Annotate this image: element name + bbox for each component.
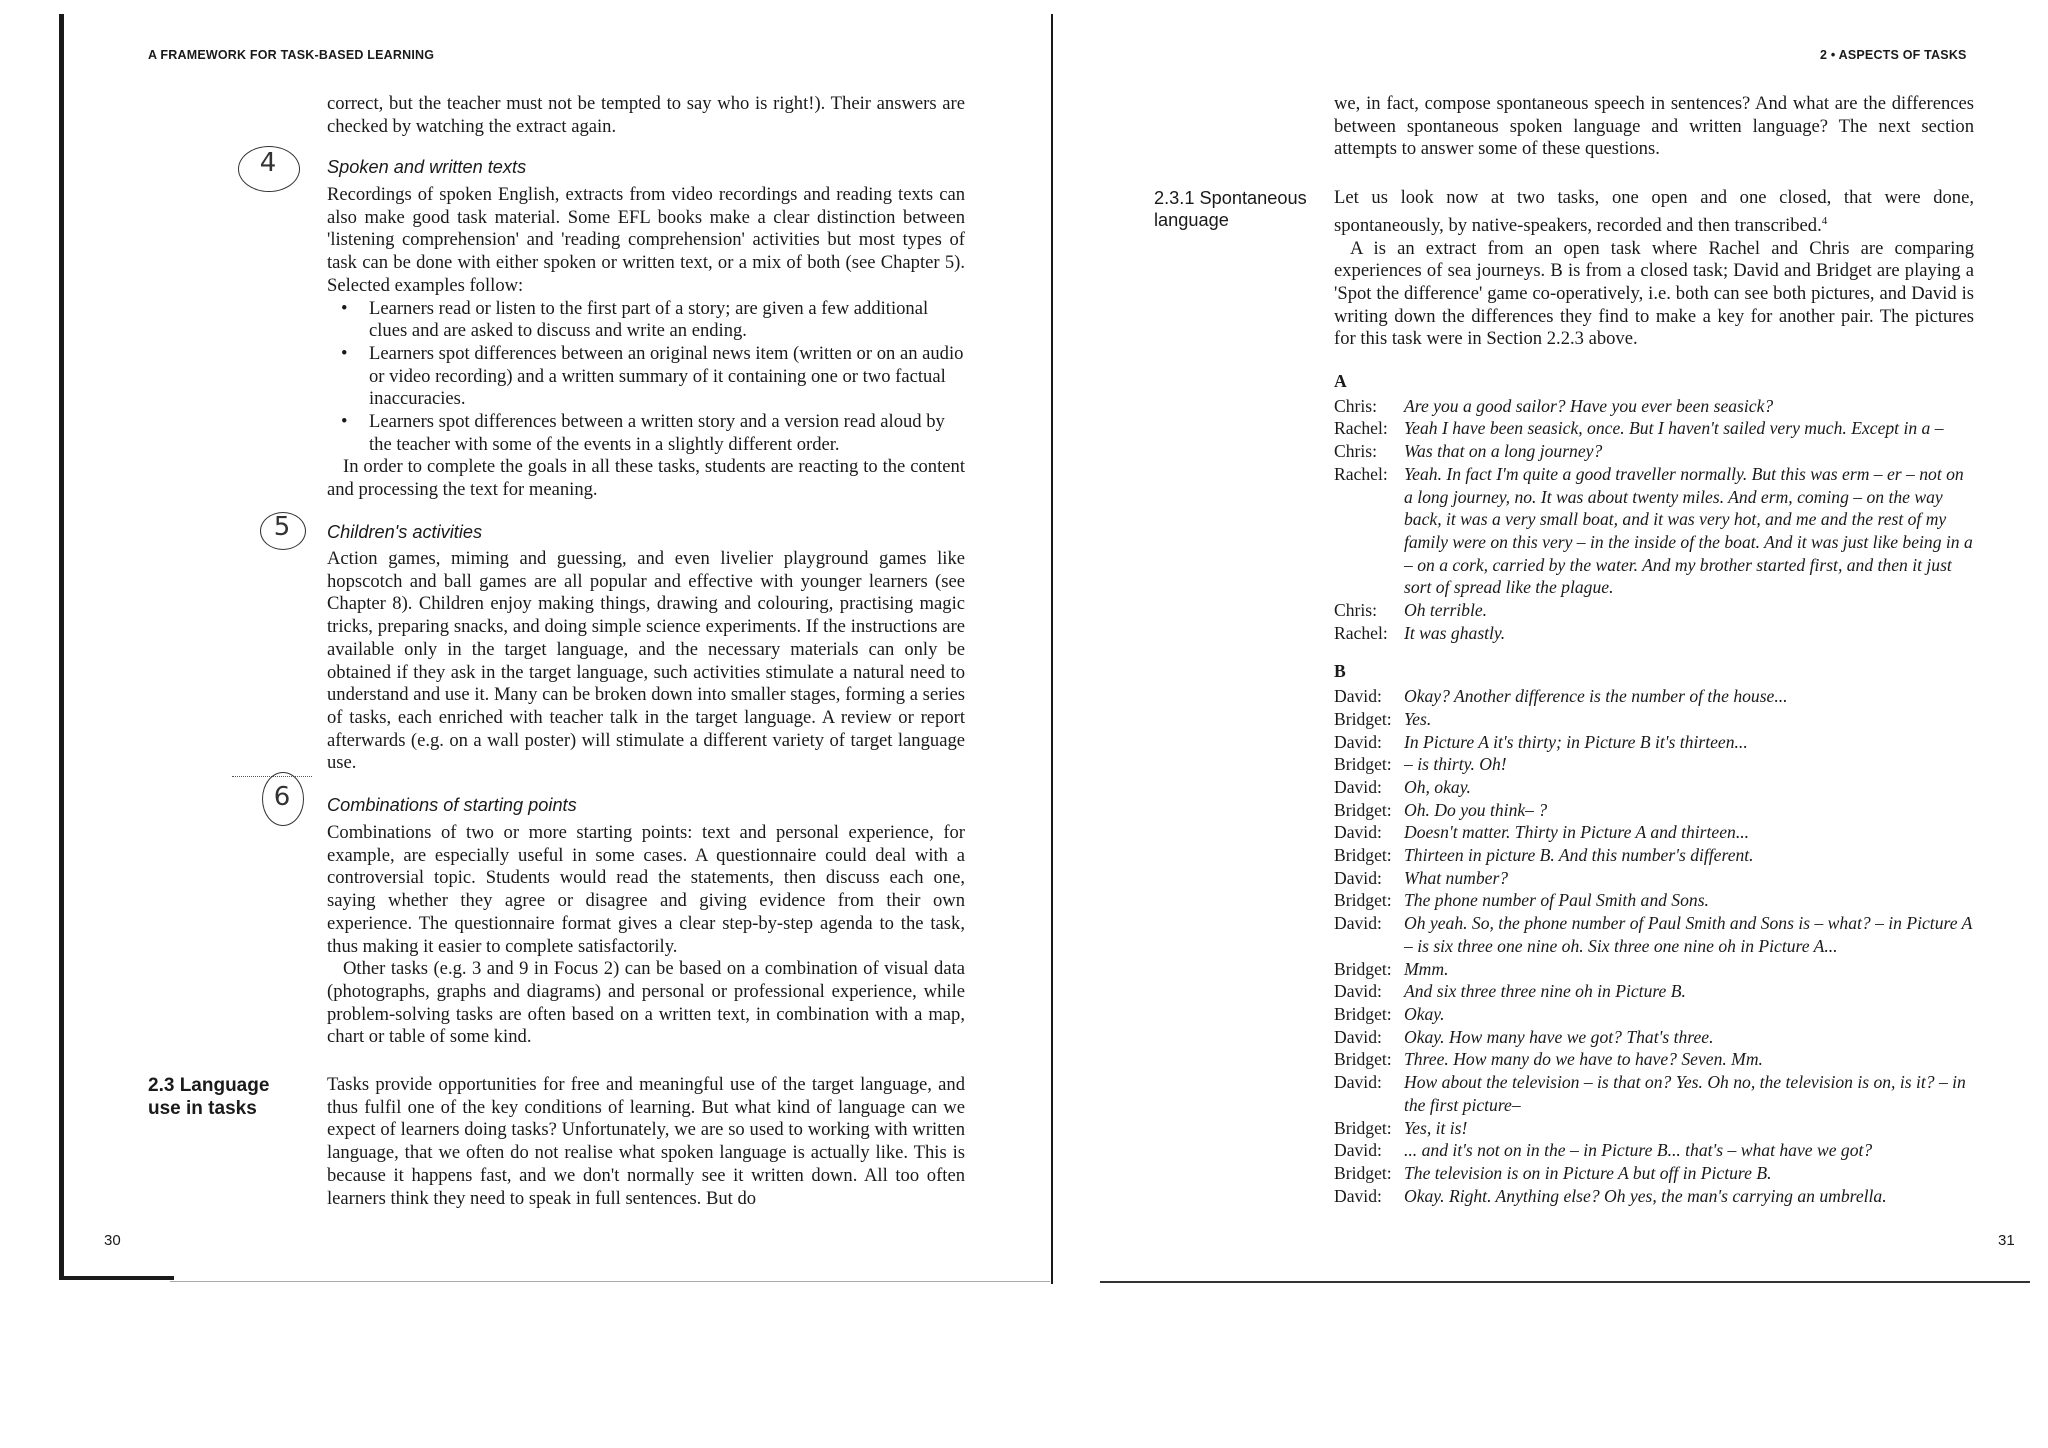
transcript-line bbox=[1334, 912, 1976, 957]
speaker-name: Chris: bbox=[1334, 395, 1378, 416]
bullet-item: • Learners spot differences between a written story and a version read aloud by the teacher with some of the events in a slightly different order. bbox=[327, 411, 965, 456]
transcript-line bbox=[1334, 685, 1976, 708]
right-intro-paragraph: we, in fact, compose spontaneous speech in sentences? And what are the differences between spontaneous spoken language and written language? The next section attempts to answer some of these questions. bbox=[1334, 93, 1974, 160]
speaker-name: David: bbox=[1334, 1026, 1382, 1047]
spoken-written-paragraph: Recordings of spoken English, extracts from video recordings and reading texts can also make good task material. Some EFL books make a clear distinction between 'listening comprehension' and 'reading comprehension' activities but most types of task can be done with either spoken or written text, or a mix of both (see Chapter 5). Selected examples follow: bbox=[327, 184, 965, 296]
utterance-text: How about the television – is that on? Yes. Oh no, the television is on, is it? – in the first picture– bbox=[1404, 1072, 1966, 1115]
section-2-3-1-heading-line-1: 2.3.1 Spontaneous bbox=[1154, 188, 1307, 208]
handwritten-mark-4: 4 bbox=[259, 148, 277, 178]
utterance-text: Mmm. bbox=[1404, 958, 1449, 979]
speaker-name: Bridget: bbox=[1334, 958, 1392, 979]
spoken-written-closing: In order to complete the goals in all these tasks, students are reacting to the content and processing the text for meaning. bbox=[327, 456, 965, 501]
section-2-3-1-paragraph-1 bbox=[1334, 187, 1974, 238]
utterance-text: In Picture A it's thirty; in Picture B it's thirteen... bbox=[1404, 731, 1748, 752]
speaker-name: Bridget: bbox=[1334, 754, 1392, 775]
handwritten-mark-6: 6 bbox=[273, 782, 291, 812]
transcript-line bbox=[1334, 980, 1976, 1003]
speaker-name: David: bbox=[1334, 867, 1382, 888]
speaker-name: David: bbox=[1334, 913, 1382, 934]
transcript-line bbox=[1334, 776, 1976, 799]
combinations-paragraph-2: Other tasks (e.g. 3 and 9 in Focus 2) can be based on a combination of visual data (photographs, graphs and diagrams) and personal or professional experience, while problem-solving tasks are often based on a written text, in combination with a map, chart or table of some kind. bbox=[327, 958, 965, 1048]
transcript-line bbox=[1334, 1139, 1976, 1162]
transcript-line bbox=[1334, 1026, 1976, 1049]
spoken-written-heading: Spoken and written texts bbox=[327, 157, 527, 177]
transcript-line bbox=[1334, 1048, 1976, 1071]
speaker-name: Rachel: bbox=[1334, 463, 1388, 484]
section-2-3-1-heading bbox=[1154, 187, 1307, 231]
utterance-text: And six three three nine oh in Picture B. bbox=[1404, 981, 1686, 1002]
utterance-text: Yes, it is! bbox=[1404, 1117, 1468, 1138]
transcript-line bbox=[1334, 440, 1976, 463]
right-running-head: 2 • ASPECTS OF TASKS bbox=[1820, 48, 1967, 62]
book-gutter bbox=[1051, 14, 1053, 1284]
speaker-name: Bridget: bbox=[1334, 1117, 1392, 1138]
transcript-b-label: B bbox=[1334, 661, 1346, 682]
utterance-text: Okay. bbox=[1404, 1003, 1445, 1024]
transcript-b-lines bbox=[1334, 685, 1976, 1207]
section-2-3-heading bbox=[148, 1074, 269, 1120]
speaker-name: Chris: bbox=[1334, 441, 1378, 462]
utterance-text: – is thirty. Oh! bbox=[1404, 754, 1507, 775]
left-page-edge bbox=[59, 14, 64, 1280]
combinations-paragraph-1: Combinations of two or more starting points: text and personal experience, for example, are especially useful in some cases. A questionnaire could deal with a controversial topic. Students would read the statements, then discuss each one, saying whether they agree or disagree and giving evidence from their own experience. The questionnaire format gives a clear step-by-step agenda to the task, thus making it easier to complete satisfactorily. bbox=[327, 822, 965, 957]
speaker-name: David: bbox=[1334, 731, 1382, 752]
transcript-line bbox=[1334, 1003, 1976, 1026]
utterance-text: Okay? Another difference is the number of the house... bbox=[1404, 686, 1788, 707]
transcript-a-lines bbox=[1334, 395, 1976, 645]
speaker-name: David: bbox=[1334, 686, 1382, 707]
speaker-name: David: bbox=[1334, 1072, 1382, 1093]
speaker-name: Bridget: bbox=[1334, 799, 1392, 820]
transcript-line bbox=[1334, 463, 1976, 599]
utterance-text: Yeah I have been seasick, once. But I haven't sailed very much. Except in a – bbox=[1404, 418, 1944, 439]
utterance-text: Thirteen in picture B. And this number's different. bbox=[1404, 845, 1754, 866]
speaker-name: Bridget: bbox=[1334, 1003, 1392, 1024]
left-page-bottom-edge bbox=[59, 1276, 174, 1280]
transcript-line bbox=[1334, 799, 1976, 822]
section-2-3-1-heading-line-2: language bbox=[1154, 210, 1229, 230]
transcript-a-label: A bbox=[1334, 371, 1347, 391]
combinations-section bbox=[327, 822, 965, 1049]
speaker-name: Rachel: bbox=[1334, 418, 1388, 439]
bullet-item: • Learners spot differences between an original news item (written or on an audio or video recording) and a written summary of it containing one or two factual inaccuracies. bbox=[327, 343, 965, 411]
transcript-line bbox=[1334, 867, 1976, 890]
left-intro-paragraph: correct, but the teacher must not be tempted to say who is right!). Their answers are checked by watching the extract again. bbox=[327, 93, 965, 137]
utterance-text: Are you a good sailor? Have you ever been seasick? bbox=[1404, 395, 1774, 416]
section-2-3-1-body bbox=[1334, 187, 1974, 351]
right-page-number: 31 bbox=[1998, 1232, 2015, 1249]
transcript-line bbox=[1334, 958, 1976, 981]
section-2-3-heading-line-2: use in tasks bbox=[148, 1098, 257, 1119]
utterance-text: Oh. Do you think– ? bbox=[1404, 799, 1548, 820]
utterance-text: Doesn't matter. Thirty in Picture A and thirteen... bbox=[1404, 822, 1750, 843]
transcript-line bbox=[1334, 622, 1976, 645]
handwritten-mark-5: 5 bbox=[273, 512, 291, 542]
utterance-text: Yeah. In fact I'm quite a good traveller normally. But this was erm – er – not on a long journey, no. It was about twenty miles. And erm, coming – on the way back, it was a very small boat, and it was very hot, and me and the rest of my family were on this very – in the inside of the boat. And it was just like being in a – on a cork, carried by the water. And my brother started first, and then it just sort of spread like the plague. bbox=[1404, 463, 1973, 598]
speaker-name: Chris: bbox=[1334, 600, 1378, 621]
transcript-line bbox=[1334, 753, 1976, 776]
section-2-3-paragraph: Tasks provide opportunities for free and meaningful use of the target language, and thus fulfil one of the key conditions of learning. But what kind of language can we expect of learners doing tasks? Unfortunately, we are so used to working with written language, that we often do not realise what spoken language is actually like. This is because it happens fast, and we don't normally see it written down. All too often learners think they need to speak in full sentences. But do bbox=[327, 1074, 965, 1209]
transcript-line bbox=[1334, 1117, 1976, 1140]
bullet-item: • Learners read or listen to the first part of a story; are given a few additional clues and are asked to discuss and write an ending. bbox=[327, 298, 965, 343]
speaker-name: David: bbox=[1334, 822, 1382, 843]
speaker-name: Rachel: bbox=[1334, 622, 1388, 643]
speaker-name: Bridget: bbox=[1334, 1049, 1392, 1070]
utterance-text: Okay. Right. Anything else? Oh yes, the man's carrying an umbrella. bbox=[1404, 1185, 1887, 1206]
utterance-text: Oh, okay. bbox=[1404, 776, 1471, 797]
speaker-name: David: bbox=[1334, 981, 1382, 1002]
utterance-text: The phone number of Paul Smith and Sons. bbox=[1404, 890, 1709, 911]
transcript-line bbox=[1334, 1185, 1976, 1208]
transcript-section bbox=[1334, 370, 1976, 1207]
speaker-name: David: bbox=[1334, 1140, 1382, 1161]
speaker-name: Bridget: bbox=[1334, 890, 1392, 911]
utterance-text: Okay. How many have we got? That's three. bbox=[1404, 1026, 1714, 1047]
left-running-head: A FRAMEWORK FOR TASK-BASED LEARNING bbox=[148, 48, 435, 62]
transcript-line bbox=[1334, 731, 1976, 754]
speaker-name: Bridget: bbox=[1334, 708, 1392, 729]
combinations-heading: Combinations of starting points bbox=[327, 795, 577, 815]
speaker-name: David: bbox=[1334, 776, 1382, 797]
spoken-written-bullets bbox=[327, 298, 965, 457]
utterance-text: What number? bbox=[1404, 867, 1509, 888]
section-2-3-heading-line-1: 2.3 Language bbox=[148, 1075, 270, 1096]
transcript-line bbox=[1334, 844, 1976, 867]
utterance-text: The television is on in Picture A but off in Picture B. bbox=[1404, 1162, 1772, 1183]
utterance-text: Oh yeah. So, the phone number of Paul Smith and Sons is – what? – in Picture A – is six three one nine oh. Six three one nine oh in Picture A... bbox=[1404, 913, 1973, 956]
left-page-bottom-rule bbox=[170, 1281, 1050, 1282]
footnote-mark: 4 bbox=[1821, 214, 1828, 227]
transcript-line bbox=[1334, 889, 1976, 912]
transcript-line bbox=[1334, 821, 1976, 844]
utterance-text: Three. How many do we have to have? Seven. Mm. bbox=[1404, 1049, 1763, 1070]
right-page-bottom-rule bbox=[1100, 1281, 2030, 1283]
spoken-written-section bbox=[327, 184, 965, 502]
utterance-text: ... and it's not on in the – in Picture B... that's – what have we got? bbox=[1404, 1140, 1873, 1161]
transcript-line bbox=[1334, 708, 1976, 731]
transcript-line bbox=[1334, 417, 1976, 440]
transcript-line bbox=[1334, 395, 1976, 418]
utterance-text: Yes. bbox=[1404, 708, 1432, 729]
childrens-paragraph: Action games, miming and guessing, and even livelier playground games like hopscotch and ball games are all popular and effective with younger learners (see Chapter 8). Children enjoy making things, drawing and colouring, practising magic tricks, preparing snacks, and doing simple science experiments. If the instructions are available only in the target language, and the necessary materials can only be obtained if they ask in the target language, such activities stimulate a natural need to understand and use it. Many can be broken down into smaller stages, forming a series of tasks, each enriched with teacher talk in the target language. A review or report afterwards (e.g. on a wall poster) will stimulate a different variety of target language use. bbox=[327, 548, 965, 774]
transcript-line bbox=[1334, 1162, 1976, 1185]
utterance-text: Oh terrible. bbox=[1404, 600, 1488, 621]
section-2-3-1-paragraph-2: A is an extract from an open task where Rachel and Chris are comparing experiences of sea journeys. B is from a closed task; David and Bridget are playing a 'Spot the difference' game co-operatively, i.e. both can see both pictures, and David is writing down the differences they find to make a key for another pair. The pictures for this task were in Section 2.2.3 above. bbox=[1334, 237, 1974, 350]
transcript-line bbox=[1334, 599, 1976, 622]
speaker-name: Bridget: bbox=[1334, 845, 1392, 866]
speaker-name: David: bbox=[1334, 1185, 1382, 1206]
left-page-number: 30 bbox=[104, 1232, 121, 1249]
section-2-3-1-paragraph-1-text: Let us look now at two tasks, one open and one closed, that were done, spontaneously, by native-speakers, recorded and then transcribed. bbox=[1334, 187, 1974, 236]
speaker-name: Bridget: bbox=[1334, 1162, 1392, 1183]
transcript-line bbox=[1334, 1071, 1976, 1116]
utterance-text: Was that on a long journey? bbox=[1404, 441, 1603, 462]
childrens-heading: Children's activities bbox=[327, 522, 483, 542]
utterance-text: It was ghastly. bbox=[1404, 622, 1506, 643]
